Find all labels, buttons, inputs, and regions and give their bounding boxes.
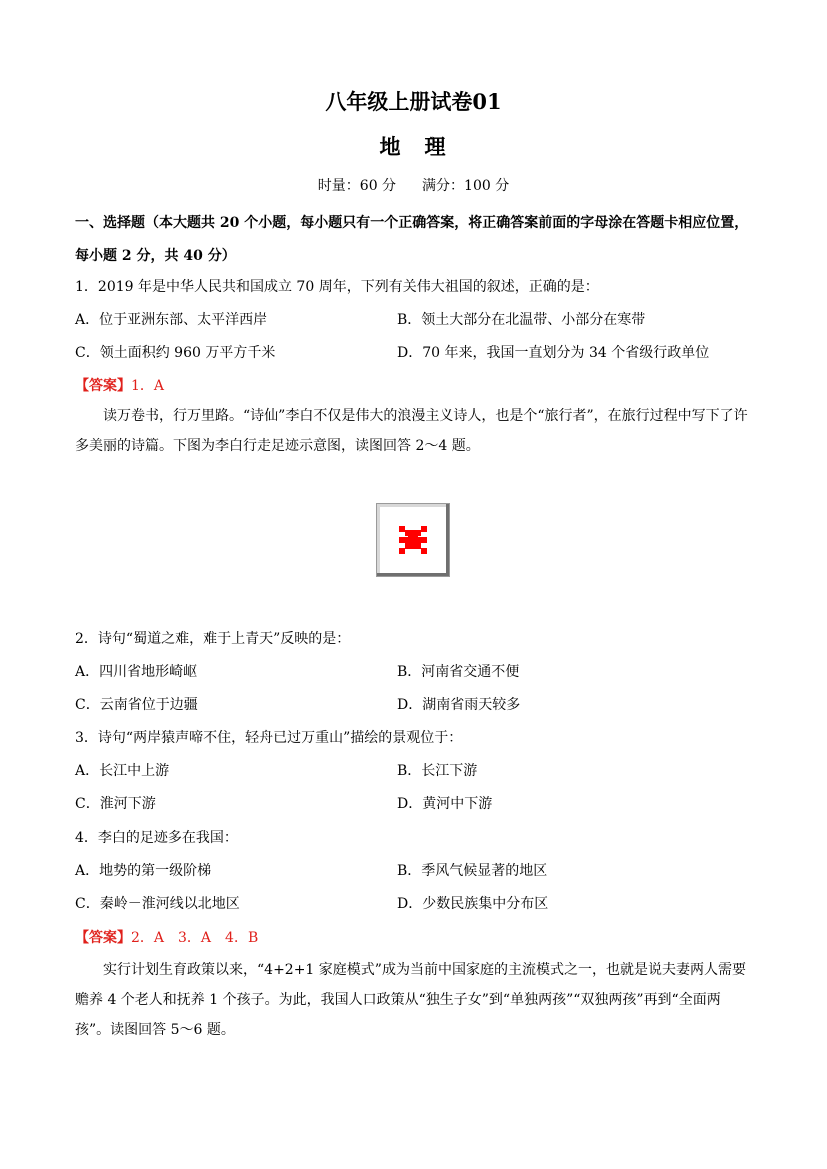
question-4-stem: 4．李白的足迹多在我国：: [75, 830, 238, 846]
question-4-option-d: D．少数民族集中分布区: [397, 896, 549, 912]
section-heading: 一、选择题（本大题共 20 个小题，每小题只有一个正确答案，将正确答案前面的字母涂在答题卡相应位置，每小题 2 分，共 40 分）: [75, 215, 749, 264]
question-1-stem: 1．2019 年是中华人民共和国成立 70 周年，下列有关伟大祖国的叙述，正确的是：: [75, 279, 599, 295]
question-2-option-b: B．河南省交通不便: [397, 664, 520, 680]
question-2-option-c: C．云南省位于边疆: [75, 697, 198, 713]
question-3-option-a: A．长江中上游: [75, 763, 170, 779]
time-label: 时量：60 分: [317, 178, 397, 194]
question-1-option-b: B．领土大部分在北温带、小部分在寒带: [397, 312, 646, 328]
question-4-option-b: B．季风气候显著的地区: [397, 863, 548, 879]
score-label: 满分：100 分: [422, 178, 510, 194]
question-3-option-b: B．长江下游: [397, 763, 478, 779]
question-1-option-c: C．领土面积约 960 万平方千米: [75, 345, 276, 361]
question-1-option-d: D．70 年来，我国一直划分为 34 个省级行政单位: [397, 345, 710, 361]
answer-2-4: [75, 927, 258, 947]
answer-value: 1．A: [131, 378, 165, 394]
passage-libai: 读万卷书，行万里路。“诗仙”李白不仅是伟大的浪漫主义诗人，也是个“旅行者”，在旅行过程中写下了许多美丽的诗篇。下图为李白行走足迹示意图，读图回答 2～4 题。: [75, 408, 748, 454]
subject-char-1: 地: [379, 134, 403, 159]
answer-tag: 【答案】: [75, 378, 131, 394]
answer-value: 2．A 3．A 4．B: [131, 930, 259, 946]
question-3-option-c: C．淮河下游: [75, 796, 156, 812]
question-4-option-a: A．地势的第一级阶梯: [75, 863, 212, 879]
exam-timing: [0, 175, 827, 195]
subject-char-2: 理: [424, 134, 448, 159]
question-3-stem: 3．诗句“两岸猿声啼不住，轻舟已过万重山”描绘的景观位于：: [75, 730, 463, 746]
answer-tag: 【答案】: [75, 930, 131, 946]
question-2-stem: 2．诗句“蜀道之难，难于上青天”反映的是：: [75, 631, 351, 647]
question-1-option-a: A．位于亚洲东部、太平洋西岸: [75, 312, 268, 328]
passage-family: 实行计划生育政策以来，“4+2+1 家庭模式”成为当前中国家庭的主流模式之一，也就是说夫妻两人需要赡养 4 个老人和抚养 1 个孩子。为此，我国人口政策从“独生子女”到“单独两孩”“双独两孩”再到“全面两孩”。读图回答 5～6 题。: [75, 962, 746, 1038]
exam-title: 八年级上册试卷01: [325, 89, 502, 114]
answer-1: [75, 375, 164, 395]
subject-title: [0, 131, 827, 161]
question-3-option-d: D．黄河中下游: [397, 796, 493, 812]
question-4-option-c: C．秦岭－淮河线以北地区: [75, 896, 240, 912]
question-2-option-d: D．湖南省雨天较多: [397, 697, 521, 713]
broken-image-icon: [376, 503, 450, 577]
question-2-option-a: A．四川省地形崎岖: [75, 664, 198, 680]
